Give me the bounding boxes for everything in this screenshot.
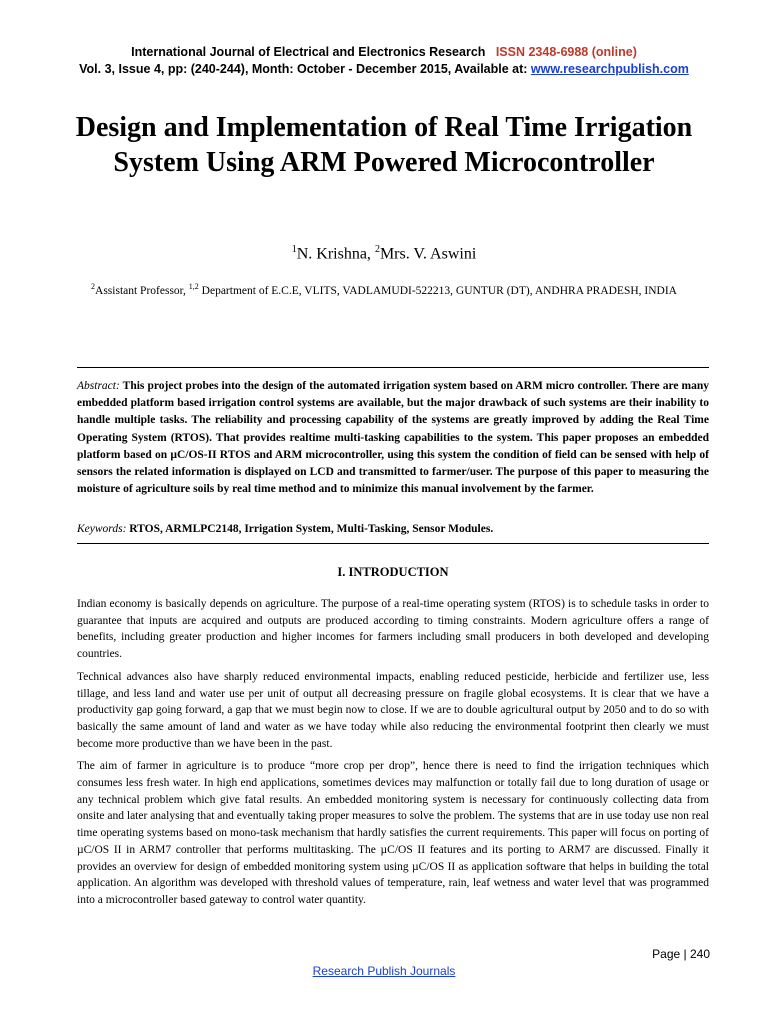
journal-line-2	[40, 61, 728, 78]
paragraph-3: The aim of farmer in agriculture is to produce “more crop per drop”, hence there is need to find the irrigation techniques which consumes less fresh water. In high end applications, sometimes devices may malfunction or totally fail due to long duration of usage or any technical problem which give fatal results. An embedded monitoring system is necessary for continuously collecting data from onsite and later analysing that and eventually taking proper measures to solve the problem. The systems that are in use today use non real time operating systems based on mono-task mechanism that hardly satisfies the current requirements. This paper will focus on porting of µC/OS II in ARM7 controller that performs multitasking. The µC/OS II features and its porting to ARM7 are discussed. Finally it provides an overview for design of embedded monitoring system using µC/OS II as application software that helps in building the total application. An algorithm was developed with threshold values of temperature, rain, leaf wetness and water level that was programmed into a microcontroller based gateway to control water quantity.	[77, 760, 709, 906]
author1-superscript: 1	[291, 244, 297, 255]
author1-name: N. Krishna,	[296, 245, 375, 263]
affil-role: Assistant Professor,	[95, 284, 189, 297]
journal-header	[40, 44, 728, 78]
keywords-bottom-rule	[77, 543, 709, 544]
abstract-label: Abstract:	[77, 380, 120, 392]
affil-superscript-1: 2	[91, 282, 96, 291]
author2-superscript: 2	[374, 244, 380, 255]
journal-volume: Vol. 3, Issue 4, pp: (240-244), Month: October - December 2015, Available at:	[79, 62, 528, 76]
paper-authors	[60, 240, 708, 264]
keywords-text: RTOS, ARMLPC2148, Irrigation System, Multi-Tasking, Sensor Modules.	[126, 523, 494, 535]
body-text	[77, 596, 709, 915]
journal-name: International Journal of Electrical and Electronics Research	[131, 45, 486, 59]
journal-url-link[interactable]: www.researchpublish.com	[530, 62, 689, 76]
abstract-top-rule	[77, 367, 709, 368]
publisher-footer-link[interactable]: Research Publish Journals	[312, 964, 456, 978]
author2-name: Mrs. V. Aswini	[379, 245, 477, 263]
journal-issn: ISSN 2348-6988 (online)	[495, 45, 637, 59]
affil-superscript-2: 1,2	[188, 282, 199, 291]
journal-line-1	[40, 44, 728, 61]
author-affiliation	[60, 278, 708, 300]
paragraph-1: Indian economy is basically depends on agriculture. The purpose of a real-time operating system (RTOS) is to schedule tasks in order to guarantee that inputs are acquired and outputs are produced according to timing constraints. Modern agriculture offers a range of benefits, including greater production and higher incomes for farmers including small producers in both developed and developing countries.	[77, 598, 709, 661]
keywords-label: Keywords:	[77, 523, 127, 535]
paper-title: Design and Implementation of Real Time Irrigation System Using ARM Powered Microcontroller	[75, 112, 693, 178]
keywords	[77, 521, 709, 538]
abstract	[77, 378, 709, 498]
affil-department: Department of E.C.E, VLITS, VADLAMUDI-522213, GUNTUR (DT), ANDHRA PRADESH, INDIA	[198, 284, 677, 297]
paragraph-2: Technical advances also have sharply reduced environmental impacts, enabling reduced pesticide, herbicide and fertilizer use, less tillage, and less land and water use per unit of output all decreasing pressure on fragile global ecosystems. It is clear that we have a productivity gap going forward, a gap that we must begin now to close. If we are to double agricultural output by 2050 and to do so with basically the same amount of land and water as we have today while also reducing the environmental footprint then clearly we must become more productive than we have been in the past.	[77, 670, 709, 750]
section-heading-introduction: I. INTRODUCTION	[337, 565, 449, 579]
page-number: Page | 240	[652, 947, 710, 961]
abstract-text: This project probes into the design of the automated irrigation system based on ARM micro controller. There are many embedded platform based irrigation control systems are available, but the major drawback of such systems are their inability to handle multiple tasks. The reliability and processing capability of the systems are greatly improved by adding the Real Time Operating System (RTOS). That provides realtime multi-tasking capabilities to the system. This paper proposes an embedded platform based on µC/OS-II RTOS and ARM microcontroller, using this system the condition of field can be sensed with help of sensors the related information is displayed on LCD and transmitted to farmer/user. The purpose of this paper to measuring the moisture of agriculture soils by real time method and to minimize this manual involvement by the farmer.	[77, 380, 709, 496]
